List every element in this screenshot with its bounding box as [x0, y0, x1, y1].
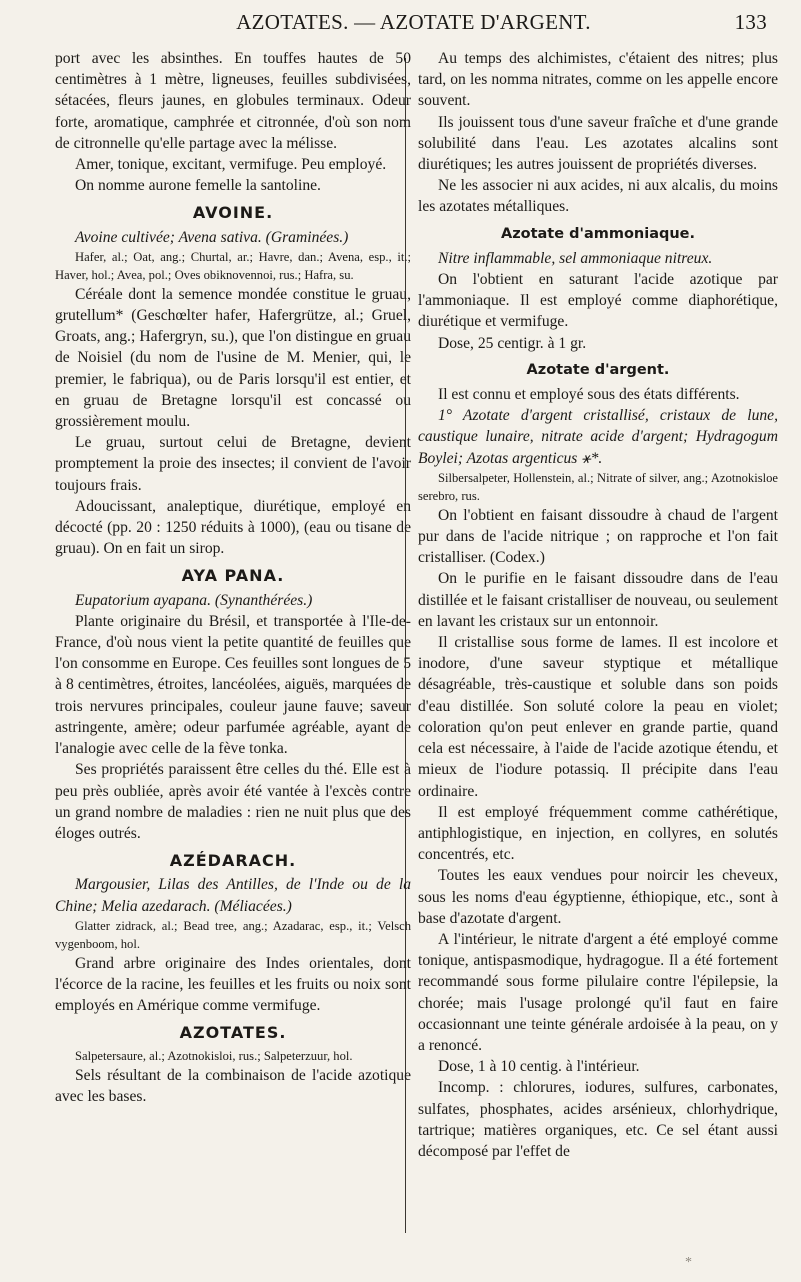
foreign-names: Hafer, al.; Oat, ang.; Churtal, ar.; Havre, dan.; Avena, esp., it.; Haver, hol.; Avea, pol.; Oves obiknovennoi, rus.; Hafra, su.	[55, 249, 411, 282]
synonyms: Nitre inflammable, sel ammoniaque nitreux.	[438, 249, 713, 267]
paragraph: Il cristallise sous forme de lames. Il est incolore et inodore, d'une saveur styptique et métallique désagréable, très-caustique et soluble dans son poids d'eau distillée. Son soluté colore la peau en violet; coloration qu'on peut enlever en grande partie, quand cela est nécessaire, à l'aide de l'acide azotique étendu, et mieux de l'iodure potassiq. Il précipite dans l'eau ordinaire.	[418, 634, 778, 800]
paragraph: port avec les absinthes. En touffes hautes de 50 centimètres à 1 mètre, ligneuses, feuilles subdivisées, sétacées, fleurs jaunes, en globules terminaux. Odeur forte, aromatique, camphrée et citronnée, d'où son nom de citronnelle qu'elle partage avec la mélisse.	[55, 50, 411, 152]
left-column	[55, 48, 411, 1107]
synonyms: Margousier, Lilas des Antilles, de l'Inde ou de la Chine; Melia azedarach. (Méliacées.)	[55, 876, 411, 915]
foreign-names: Glatter zidrack, al.; Bead tree, ang.; Azadarac, esp., it.; Velsch vygenboom, hol.	[55, 918, 411, 951]
paragraph: On le purifie en le faisant dissoudre dans de l'eau distillée et le faisant cristalliser de nouveau, ou seulement en lavant les cristaux sur un entonnoir.	[418, 570, 778, 630]
paragraph: On nomme aurone femelle la santoline.	[75, 177, 321, 195]
subentry-heading-argent: Azotate d'argent.	[526, 361, 670, 378]
paragraph: Il est employé fréquemment comme cathérétique, antiphlogistique, en injection, en collyres, en solutés concentrés, etc.	[418, 803, 778, 864]
paragraph: Sels résultant de la combinaison de l'acide azotique avec les bases.	[55, 1066, 411, 1105]
paragraph: On l'obtient en faisant dissoudre à chaud de l'argent pur dans de l'acide nitrique ; on rapproche et l'on fait cristalliser. (Codex.)	[418, 506, 778, 567]
synonyms: Avoine cultivée; Avena sativa. (Graminées.)	[75, 228, 349, 246]
paragraph: Amer, tonique, excitant, vermifuge. Peu employé.	[75, 156, 387, 174]
paragraph: Ne les associer ni aux acides, ni aux alcalis, du moins les azotates métalliques.	[418, 177, 778, 216]
subentry-heading-ammoniaque: Azotate d'ammoniaque.	[500, 225, 696, 242]
entry-heading-avoine: AVOINE.	[192, 203, 274, 223]
running-header	[60, 10, 767, 38]
paragraph: Plante originaire du Brésil, et transportée à l'Ile-de-France, d'où nous vient la petite quantité de feuilles que l'on consomme en Europe. Ces feuilles sont longues de 5 à 8 centimètres, étroites, lancéolées, aiguës, marquées de trois nervures principales, couleur jaune fauve; saveur astringente, amère; odeur parfumée agréable, ayant de l'analogie avec celle de la fève tonka.	[55, 612, 411, 758]
paragraph: Au temps des alchimistes, c'étaient des nitres; plus tard, on les nomma nitrates, comme on les appelle encore souvent.	[418, 50, 778, 110]
paragraph: Dose, 1 à 10 centig. à l'intérieur.	[438, 1058, 640, 1076]
paragraph: Toutes les eaux vendues pour noircir les cheveux, sous les noms d'eau égyptienne, éthiopique, etc., sont à base d'azotate d'argent.	[418, 867, 778, 927]
page-number: 133	[734, 10, 767, 34]
paragraph: Ils jouissent tous d'une saveur fraîche et d'une grande solubilité dans l'eau. Les azotates alcalins sont diurétiques; les autres jouissent de propriétés diverses.	[418, 113, 778, 174]
paragraph: Dose, 25 centigr. à 1 gr.	[438, 334, 587, 352]
paragraph: A l'intérieur, le nitrate d'argent a été employé comme tonique, antispasmodique, hydragogue. Il a été fortement recommandé sous forme pilulaire contre l'épilepsie, la chorée; mais l'usage prolongé qu'il faut en faire occasionnant une teinte générale ardoisée à la peau, on y a renoncé.	[418, 930, 778, 1054]
synonyms: 1° Azotate d'argent cristallisé, cristaux de lune, caustique lunaire, nitrate acide d'argent; Hydragogum Boylei; Azotas argenticus ⚹*.	[418, 407, 778, 467]
paragraph: Céréale dont la semence mondée constitue le gruau, grutellum* (Geschœlter hafer, Hafergrütze, al.; Gruel, Groats, ang.; Hafergryn, su.), que l'on distingue en gruau de Noisiel (du nom de l'usine de M. Menier, qui, le premier, le fabriqua), ou de Paris lorsqu'il est entier, et en gruau de Bretagne lorsqu'il est concassé ou grossièrement moulu.	[55, 285, 411, 431]
right-column	[418, 48, 778, 1162]
paragraph: Ses propriétés paraissent être celles du thé. Elle est à peu près oubliée, après avoir été vantée à l'excès contre un grand nombre de maladies : rien ne nuit plus que des éloges outrés.	[55, 761, 411, 842]
paragraph: Le gruau, surtout celui de Bretagne, devient promptement la proie des insectes; il convient de l'avoir toujours frais.	[55, 434, 411, 494]
paragraph: Il est connu et employé sous des états différents.	[438, 386, 740, 404]
foreign-names: Silbersalpeter, Hollenstein, al.; Nitrate of silver, ang.; Azotnokisloe serebro, rus.	[418, 470, 778, 503]
page-header-title: AZOTATES. — AZOTATE D'ARGENT.	[236, 10, 591, 34]
paragraph: Grand arbre originaire des Indes orientales, dont l'écorce de la racine, les feuilles et les fruits ou noix sont employés en Amérique comme vermifuge.	[55, 954, 411, 1015]
paragraph: Adoucissant, analeptique, diurétique, employé en décocté (pp. 20 : 1250 réduits à 1000), (eau ou tisane de gruau). On en fait un sirop.	[55, 497, 411, 558]
entry-heading-aya-pana: AYA PANA.	[181, 566, 285, 586]
entry-heading-azedarach: AZÉDARACH.	[169, 851, 297, 871]
synonyms: Eupatorium ayapana. (Synanthérées.)	[75, 591, 313, 609]
foreign-names: Salpetersaure, al.; Azotnokisloi, rus.; Salpeterzuur, hol.	[75, 1048, 353, 1063]
footer-mark: *	[685, 1255, 692, 1270]
entry-heading-azotates: AZOTATES.	[179, 1023, 287, 1043]
paragraph: Incomp. : chlorures, iodures, sulfures, carbonates, sulfates, phosphates, acides arsénieux, chlorhydrique, tartrique; matières organiques, etc. Ce sel étant aussi décomposé par l'effet de	[418, 1079, 778, 1160]
paragraph: On l'obtient en saturant l'acide azotique par l'ammoniaque. Il est employé comme diaphorétique, diurétique et vermifuge.	[418, 271, 778, 331]
